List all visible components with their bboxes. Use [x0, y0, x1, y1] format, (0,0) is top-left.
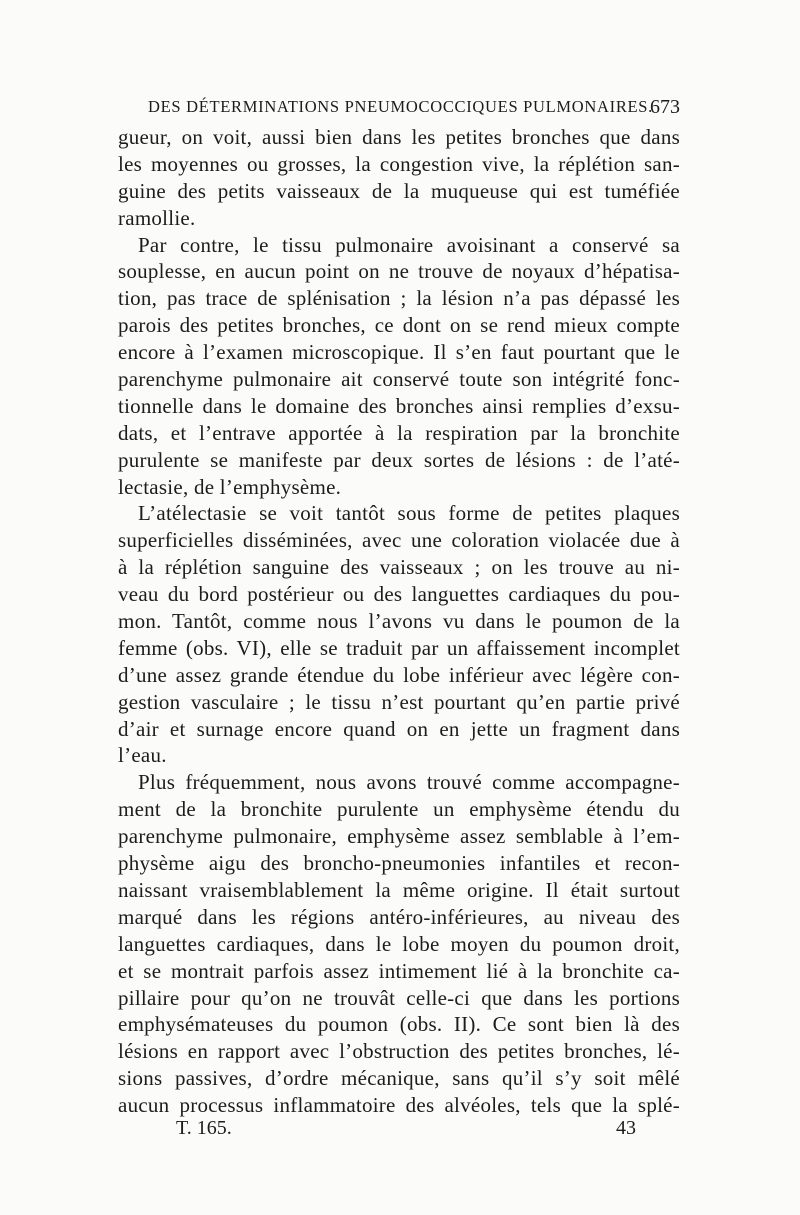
running-head — [148, 92, 680, 122]
text-line: parois des petites bronches, ce dont on se rend mieux compte — [118, 313, 680, 338]
text-line: parenchyme pulmonaire, emphysème assez semblable à l’em- — [118, 824, 680, 849]
text-line: l’eau. — [118, 743, 167, 768]
text-line: tionnelle dans le domaine des bronches ainsi remplies d’exsu- — [118, 393, 680, 418]
text-line: naissant vraisemblablement la même origine. Il était surtout — [118, 877, 680, 902]
sheet-number: 43 — [616, 1117, 636, 1139]
text-line: d’une assez grande étendue du lobe inférieur avec légère con- — [118, 662, 680, 687]
text-line: aucun processus inflammatoire des alvéoles, tels que la splé- — [118, 1093, 680, 1118]
text-line: Plus fréquemment, nous avons trouvé comme accompagne- — [138, 770, 680, 795]
text-line: dats, et l’entrave apportée à la respiration par la bronchite — [118, 420, 680, 445]
text-line: lectasie, de l’emphysème. — [118, 474, 342, 499]
text-line: mon. Tantôt, comme nous l’avons vu dans le poumon de la — [118, 609, 680, 634]
text-line: femme (obs. VI), elle se traduit par un affaissement incomplet — [118, 635, 680, 660]
page-number: 673 — [650, 96, 680, 118]
body-text — [118, 124, 680, 1119]
text-line: languettes cardiaques, dans le lobe moyen du poumon droit, — [118, 931, 680, 956]
text-line: et se montrait parfois assez intimement lié à la bronchite ca- — [118, 958, 680, 983]
text-line: L’atélectasie se voit tantôt sous forme de petites plaques — [138, 501, 680, 526]
text-line: parenchyme pulmonaire ait conservé toute son intégrité fonc- — [118, 367, 680, 392]
text-line: tion, pas trace de splénisation ; la lésion n’a pas dépassé les — [118, 286, 680, 311]
page-footer — [176, 1114, 636, 1142]
text-line: physème aigu des broncho-pneumonies infantiles et recon- — [118, 851, 680, 876]
text-line: d’air et surnage encore quand on en jette un fragment dans — [118, 716, 680, 741]
text-line: les moyennes ou grosses, la congestion vive, la réplétion san- — [118, 151, 680, 176]
text-line: sions passives, d’ordre mécanique, sans qu’il s’y soit mêlé — [118, 1066, 680, 1091]
text-line: à la réplétion sanguine des vaisseaux ; on les trouve au ni- — [118, 555, 680, 580]
text-line: gestion vasculaire ; le tissu n’est pourtant qu’en partie privé — [118, 689, 680, 714]
text-line: ment de la bronchite purulente un emphysème étendu du — [118, 797, 680, 822]
text-line: lésions en rapport avec l’obstruction des petites bronches, lé- — [118, 1039, 680, 1064]
text-line: guine des petits vaisseaux de la muqueuse qui est tuméfiée — [118, 178, 680, 203]
text-line: purulente se manifeste par deux sortes de lésions : de l’até- — [118, 447, 680, 472]
running-head-title: DES DÉTERMINATIONS PNEUMOCOCCIQUES PULMONAIRES. — [148, 97, 654, 116]
text-line: superficielles disséminées, avec une coloration violacée due à — [118, 528, 680, 553]
text-line: marqué dans les régions antéro-inférieures, au niveau des — [118, 904, 680, 929]
printer-signature: T. 165. — [176, 1117, 232, 1139]
text-line: Par contre, le tissu pulmonaire avoisinant a conservé sa — [138, 232, 680, 257]
text-line: encore à l’examen microscopique. Il s’en faut pourtant que le — [118, 340, 680, 365]
text-line: veau du bord postérieur ou des languettes cardiaques du pou- — [118, 582, 680, 607]
text-line: gueur, on voit, aussi bien dans les petites bronches que dans — [118, 125, 680, 149]
text-line: souplesse, en aucun point on ne trouve de noyaux d’hépatisa- — [118, 259, 680, 284]
text-line: emphysémateuses du poumon (obs. II). Ce sont bien là des — [118, 1012, 680, 1037]
text-line: ramollie. — [118, 205, 196, 230]
text-line: pillaire pour qu’on ne trouvât celle-ci que dans les portions — [118, 985, 680, 1010]
